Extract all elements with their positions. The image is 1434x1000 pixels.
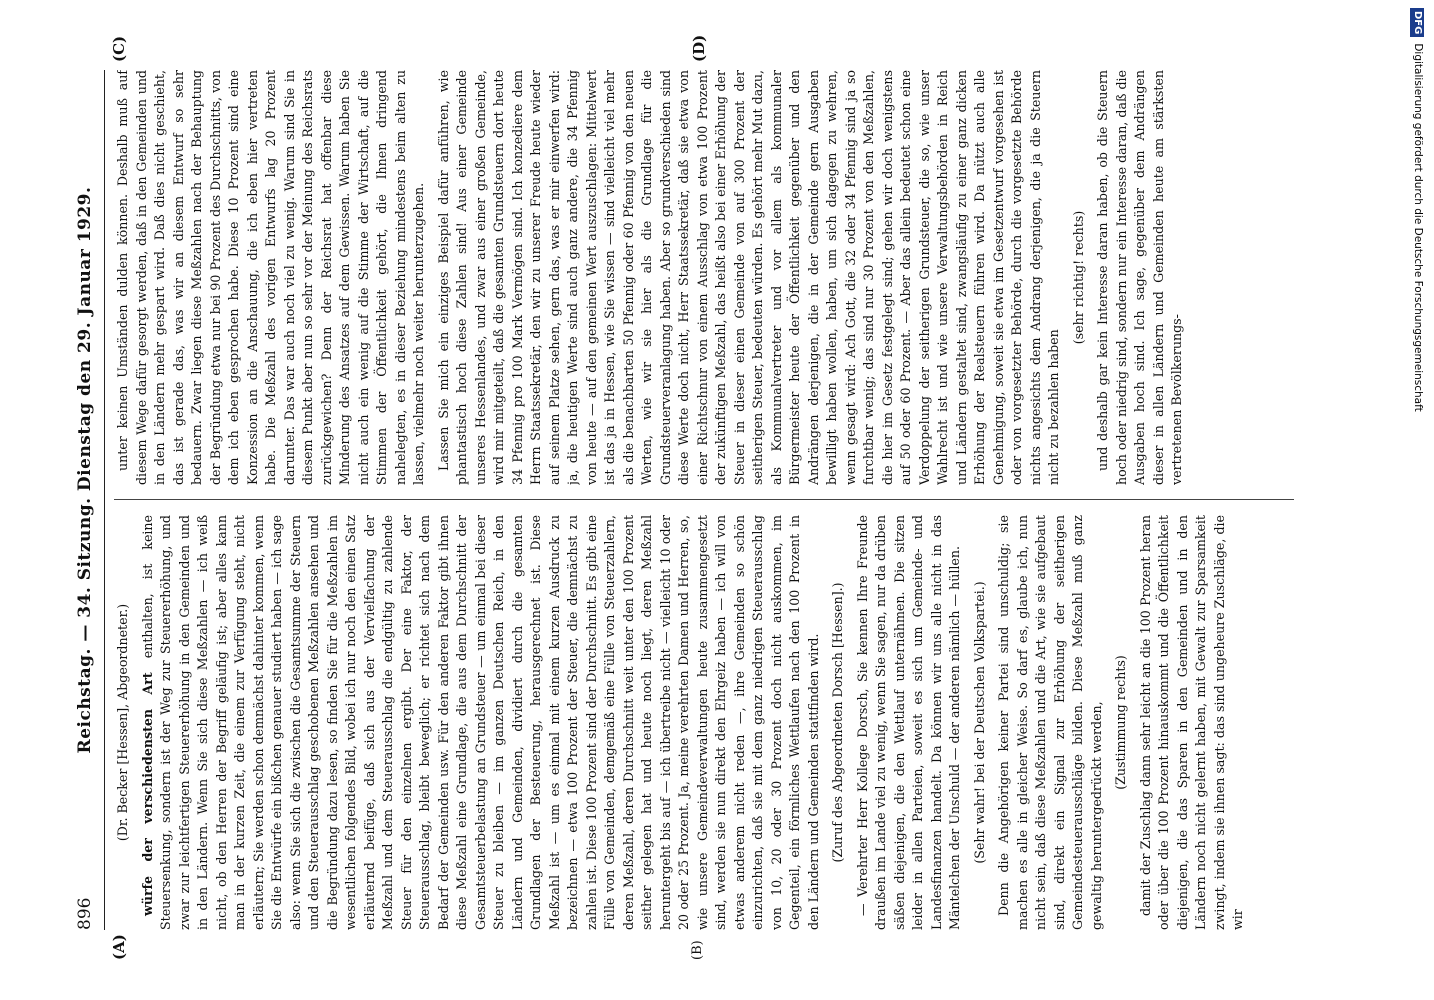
header-rule — [104, 70, 105, 930]
margin-marker-b: (B) — [690, 940, 705, 960]
bold-lead: würfe der verschiedensten Art — [139, 672, 155, 916]
interjection: (Zustimmung rechts) — [1113, 655, 1128, 790]
paragraph — [139, 515, 824, 930]
interjection: (sehr richtig! rechts) — [1070, 210, 1086, 345]
paragraph: — Verehrter Herr Kollege Dorsch, Sie kennen Ihre Freunde draußen im Lande viel zu wenig, wenn Sie sagen, nur da drüben säßen diejenigen, die den Wettlauf unternähmen. Die sitzen leider in allen Parteien, soweit es sich um Gemeinde- und Landesfinanzen handelt. Da können wir uns alle nicht in das Mäntelchen der Unschuld — der anderen nämlich — hüllen. — [854, 515, 962, 930]
margin-marker-d: (D) — [690, 34, 708, 62]
credit-text: Digitalisierung gefördert durch die Deutsche Forschungsgemeinschaft — [1412, 43, 1424, 412]
paragraph: und deshalb gar kein Interesse daran haben, ob die Steuern hoch oder niedrig sind, sondern nur ein Interesse daran, daß die Ausgaben hoch sind. Ich sage, gegenüber dem Andrängen dieser in allen Ländern und Gemeinden heute am stärksten vertretenen Bevölkerungs- — [1095, 70, 1184, 485]
digitization-credit — [1408, 8, 1428, 988]
page-number: 896 — [75, 897, 95, 930]
right-column — [114, 70, 1294, 485]
paragraph-text: enthalten, ist keine Steuersenkung, sondern ist der Weg zur Steuererhöhung, und zwar zur leichtfertigen Steuererhöhung in den Gemeinden und in den Ländern. Wenn Sie sich diese Meßzahlen — ich weiß nicht, ob den Herren der Begriff geläufig ist; aber alles kann man in der kurzen Zeit, die einem zur Verfügung steht, nicht erläutern; Sie werden schon demnächst dahinter kommen, wenn Sie die Entwürfe ein bißchen genauer studiert haben — ich sage also: wenn Sie sich die zwischen die Gesamtsumme der Steuern und den Steuerausschlag geschobenen Meßzahlen ansehen und die Begründung dazu lesen, so finden Sie für die Meßzahlen im wesentlichen folgendes Bild, wobei ich nur noch den einen Satz erläuternd beifüge, daß sich aus der Vervielfachung der Meßzahl und dem Steuerausschlag die endgültig zu zahlende Steuer für den einzelnen ergibt. Der eine Faktor, der Steuerausschlag, bleibt beweglich; er richtet sich nach dem Bedarf der Gemeinden usw. Für den anderen Faktor gibt ihnen diese Meßzahl eine Grundlage, die aus dem Durchschnitt der Gesamtsteuerbelastung an Grundsteuer — um einmal bei dieser Steuer zu bleiben — im ganzen Deutschen Reich, in den Ländern und Gemeinden, dividiert durch die gesamten Grundlagen der Besteuerung, herausgerechnet ist. Diese Meßzahl ist — um es einmal mit einem kurzen Ausdruck zu bezeichnen — etwa 100 Prozent der Steuer, die demnächst zu zahlen ist. Diese 100 Prozent sind der Durchschnitt. Es gibt eine Fülle von Gemeinden, demgemäß eine Fülle von Steuerzahlern, deren Meßzahl, deren Durchschnitt weit unter den 100 Prozent seither gelegen hat und heute noch liegt, deren Meßzahl heruntergeht bis auf — ich übertreibe nicht — vielleicht 10 oder 20 oder 25 Prozent. Ja, meine verehrten Damen und Herren, so, wie unsere Gemeindeverwaltungen heute zusammengesetzt sind, werden sie nun direkt den Ehrgeiz haben — ich will von etwas anderem nicht reden —, ihre Gemeinden so schön einzurichten, daß sie mit dem ganz niedrigen Steuerausschlag von 10, 20 oder 30 Prozent doch nicht auskommen, im Gegenteil, ein förmliches Wettlaufen nach den 100 Prozent in den Ländern und Gemeinden stattfinden wird. — [139, 515, 821, 930]
margin-marker-a: (A) — [110, 934, 128, 960]
interjection: (Sehr wahr! bei der Deutschen Volkspartei.) — [971, 581, 987, 864]
column-divider — [114, 499, 1294, 500]
speaker-line: (Dr. Becker [Hessen], Abgeordneter.) — [115, 603, 130, 842]
running-title: Reichstag. — 34. Sitzung. Dienstag den 29. Januar 1929. — [75, 186, 95, 754]
page-header — [70, 70, 100, 930]
interjection: (Zuruf des Abgeordneten Dorsch [Hessen].) — [830, 582, 845, 863]
paragraph: Denn die Angehörigen keiner Partei sind unschuldig; sie machen es alle in gleicher Weise. So darf es, glaube ich, nun nicht sein, daß diese Meßzahlen und die Art, wie sie aufgebaut sind, direkt ein Signal zur Erhöhung der seitherigen Gemeindesteuerausschläge bilden. Diese Meßzahl muß ganz gewaltig heruntergedrückt werden, — [996, 515, 1104, 930]
document-page — [70, 34, 1300, 960]
paragraph: unter keinen Umständen dulden können. Deshalb muß auf diesem Wege dafür gesorgt werden, daß in den Gemeinden und in den Ländern mehr gespart wird. Daß dies nicht geschieht, das ist gerade das, was wir an diesem Entwurf so sehr bedauern. Zwar liegen diese Meßzahlen nach der Behauptung der Begründung etwa nur bei 90 Prozent des Durchschnitts, von dem ich eben gesprochen habe. Diese 10 Prozent sind eine Konzession an die Anschauung, die ich eben hier vertreten habe. Die Meßzahl des vorigen Entwurfs lag 20 Prozent darunter. Das war auch noch viel zu wenig. Warum sind Sie in diesem Punkt aber nun so sehr vor der Meinung des Reichsrats zurückgewichen? Denn der Reichsrat hat offenbar diese Minderung des Ansatzes auf dem Gewissen. Warum haben Sie nicht auch ein wenig auf die Stimme der Wirtschaft, auf die Stimmen der Öffentlichkeit gehört, die Ihnen dringend nahelegten, es in dieser Beziehung mindestens beim alten zu lassen, vielmehr noch weiter herunterzugehen. — [115, 70, 426, 485]
margin-marker-c: (C) — [110, 35, 128, 62]
paragraph: Lassen Sie mich ein einziges Beispiel dafür anführen, wie phantastisch hoch diese Zahlen sind! Aus einer Gemeinde unseres Hessenlandes, und zwar aus einer großen Gemeinde, wird mir mitgeteilt, daß die gesamten Grundsteuern dort heute 34 Pfennig pro 100 Mark Vermögen sind. Ich konzediere dem Herrn Staatssekretär, den wir zu unserer Freude heute wieder auf seinem Platze sehen, gern das, was er mir einwerfen wird: ja, die heutigen Werte sind auch ganz andere, die 34 Pfennig von heute — auf den gemeinen Wert auszuschlagen: Mittelwert ist das ja in Hessen, wie Sie wissen — sind vielleicht viel mehr als die benachbarten 50 Pfennig oder 60 Pfennig von den neuen Werten, wie wir sie hier als die Grundlage für die Grundsteuerveranlagung haben. Aber so grundverschieden sind diese Werte doch nicht, Herr Staatssekretär, daß sie etwa von einer Richtschnur von einem Ausschlag von etwa 100 Prozent der zukünftigen Meßzahl, das heißt also bei einer Erhöhung der Steuer in dieser einen Gemeinde von auf 300 Prozent der seitherigen Steuer, bedeuten würden. Es gehört mehr Mut dazu, als Kommunalvertreter und vor allem als kommunaler Bürgermeister heute der Öffentlichkeit gegenüber und den Andrängen derjenigen, die in der Gemeinde gern Ausgaben bewilligt haben wollen, haben, um sich dagegen zu wehren, wenn gesagt wird: Ach Gott, die 32 oder 34 Pfennig sind ja so furchtbar wenig; das sind nur 30 Prozent von den Meßzahlen, die hier im Gesetz festgelegt sind; gehen wir doch wenigstens auf 50 oder 60 Prozent. — Aber das allein bedeutet schon eine Verdoppelung der seitherigen Grundsteuer, die so, wie unser Wahlrecht ist und wie unsere Verwaltungsbehörden in Reich und Ländern gestaltet sind, zwangsläufig zu einer ganz dicken Erhöhung der Realsteuern führen wird. Da nützt auch alle Genehmigung, soweit sie etwa im Gesetzentwurf vorgesehen ist oder von vorgesetzter Behörde, durch die vorgesetzte Behörde nichts angesichts dem Andrang derjenigen, die ja die Steuern nicht zu bezahlen haben — [435, 70, 1061, 485]
left-column — [114, 515, 1294, 930]
paragraph: damit der Zuschlag dann sehr leicht an die 100 Prozent heran oder über die 100 Prozent hinauskommt und die Öffentlichkeit diejenigen, die das Sparen in den Gemeinden und in den Ländern noch nicht gelernt haben, mit Gewalt zur Sparsamkeit zwingt, indem sie ihnen sagt: das sind ungeheure Zuschläge, die wir — [1137, 515, 1245, 930]
dfg-logo: DFG — [1410, 8, 1424, 37]
